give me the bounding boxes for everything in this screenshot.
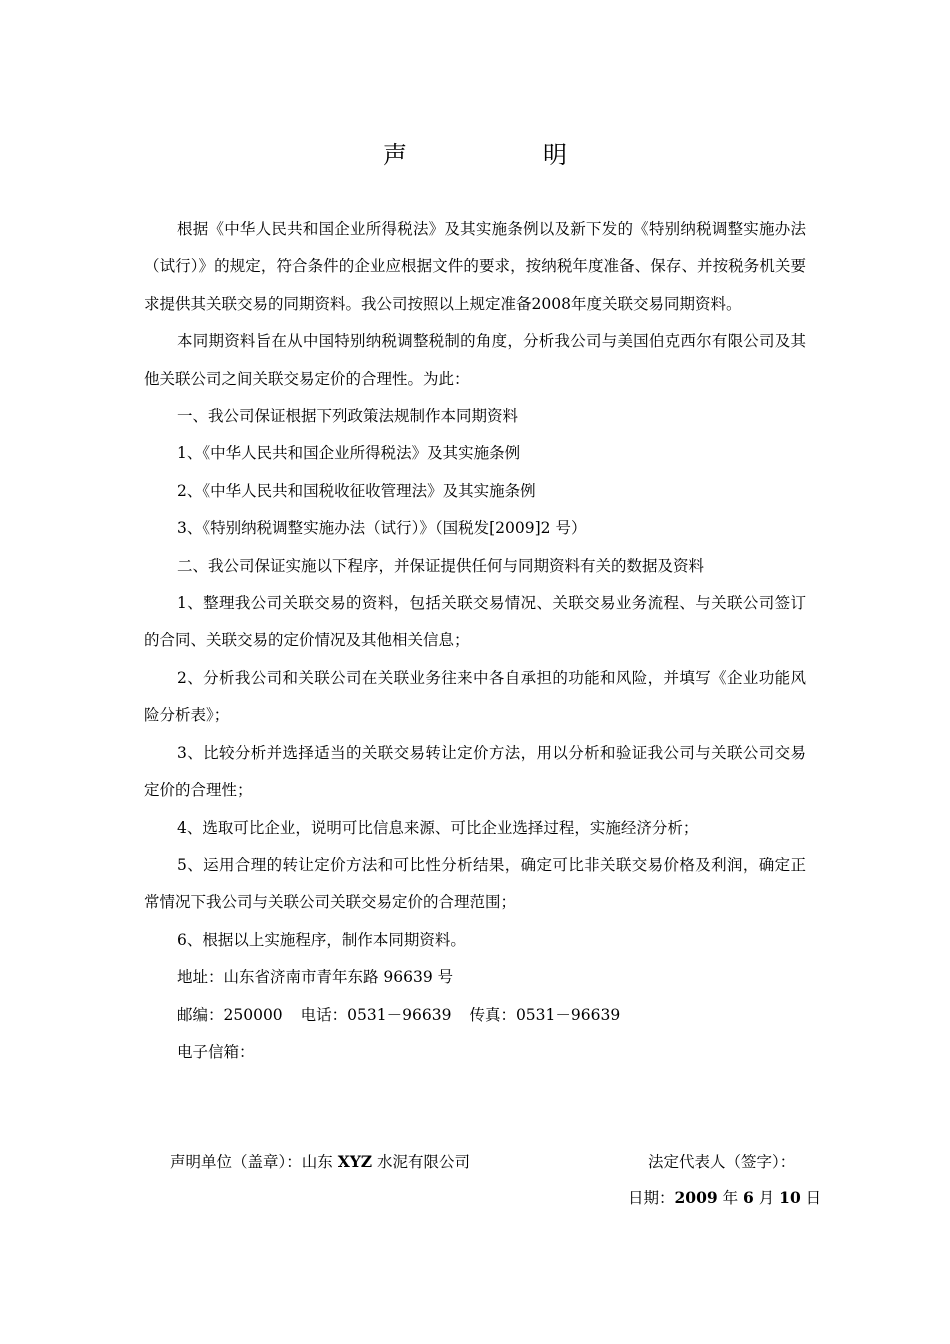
- date-day-unit: 日: [800, 1189, 822, 1207]
- section-one-heading: 一、我公司保证根据下列政策法规制作本同期资料: [177, 407, 519, 426]
- date-year-unit: 年: [717, 1189, 744, 1207]
- phone-text: 电话：0531－96639: [300, 1005, 452, 1024]
- declaration-date: [628, 1186, 821, 1210]
- procedure-item-3: 3、比较分析并选择适当的关联交易转让定价方法，用以分析和验证我公司与关联公司交易定价的合理性；: [144, 743, 806, 800]
- declaring-unit: [170, 1150, 470, 1174]
- address-line: 地址：山东省济南市青年东路 96639 号: [177, 968, 454, 987]
- date-month-unit: 月: [753, 1189, 780, 1207]
- email-line: 电子信箱：: [177, 1042, 255, 1061]
- company-name-suffix: 水泥有限公司: [372, 1153, 471, 1171]
- declaration-body: [144, 211, 806, 1071]
- procedure-item-5: 5、运用合理的转让定价方法和可比性分析结果，确定可比非关联交易价格及利润，确定正常情况下我公司与关联公司关联交易定价的合理范围；: [144, 855, 806, 912]
- regulation-item-3: 3、《特别纳税调整实施办法（试行）》（国税发[2009]2 号）: [177, 519, 587, 538]
- declaring-unit-label: 声明单位（盖章）：: [170, 1153, 302, 1171]
- fax-text: 传真：0531－96639: [469, 1005, 621, 1024]
- postcode-text: 邮编：250000: [177, 1005, 283, 1024]
- regulation-item-2: 2、《中华人民共和国税收征收管理法》及其实施条例: [177, 481, 536, 500]
- date-year: 2009: [674, 1188, 718, 1207]
- date-day: 10: [779, 1188, 801, 1207]
- paragraph-purpose: 本同期资料旨在从中国特别纳税调整税制的角度，分析我公司与美国伯克西尔有限公司及其他关联公司之间关联交易定价的合理性。为此：: [144, 332, 806, 388]
- procedure-item-2: 2、分析我公司和关联公司在关联业务往来中各自承担的功能和风险，并填写《企业功能风险分析表》；: [144, 668, 806, 725]
- procedure-item-6: 6、根据以上实施程序，制作本同期资料。: [177, 930, 466, 949]
- legal-representative-label: 法定代表人（签字）：: [648, 1153, 796, 1171]
- procedure-item-1: 1、整理我公司关联交易的资料，包括关联交易情况、关联交易业务流程、与关联公司签订的合同、关联交易的定价情况及其他相关信息；: [144, 594, 806, 650]
- paragraph-legal-basis: 根据《中华人民共和国企业所得税法》及其实施条例以及新下发的《特别纳税调整实施办法（试行）》的规定，符合条件的企业应根据文件的要求，按纳税年度准备、保存、并按税务机关要求提供其关联交易的同期资料。我公司按照以上规定准备2008年度关联交易同期资料。: [144, 220, 806, 313]
- page-title: 声 明: [383, 141, 623, 169]
- company-name-prefix: 山东: [301, 1153, 338, 1171]
- date-month: 6: [743, 1188, 754, 1207]
- date-label: 日期：: [628, 1189, 675, 1207]
- regulation-item-1: 1、《中华人民共和国企业所得税法》及其实施条例: [177, 444, 521, 463]
- company-name-bold: XYZ: [337, 1152, 373, 1171]
- section-two-heading: 二、我公司保证实施以下程序，并保证提供任何与同期资料有关的数据及资料: [177, 556, 705, 575]
- contact-numbers-line: [144, 997, 806, 1034]
- procedure-item-4: 4、选取可比企业，说明可比信息来源、可比企业选择过程，实施经济分析；: [177, 818, 699, 837]
